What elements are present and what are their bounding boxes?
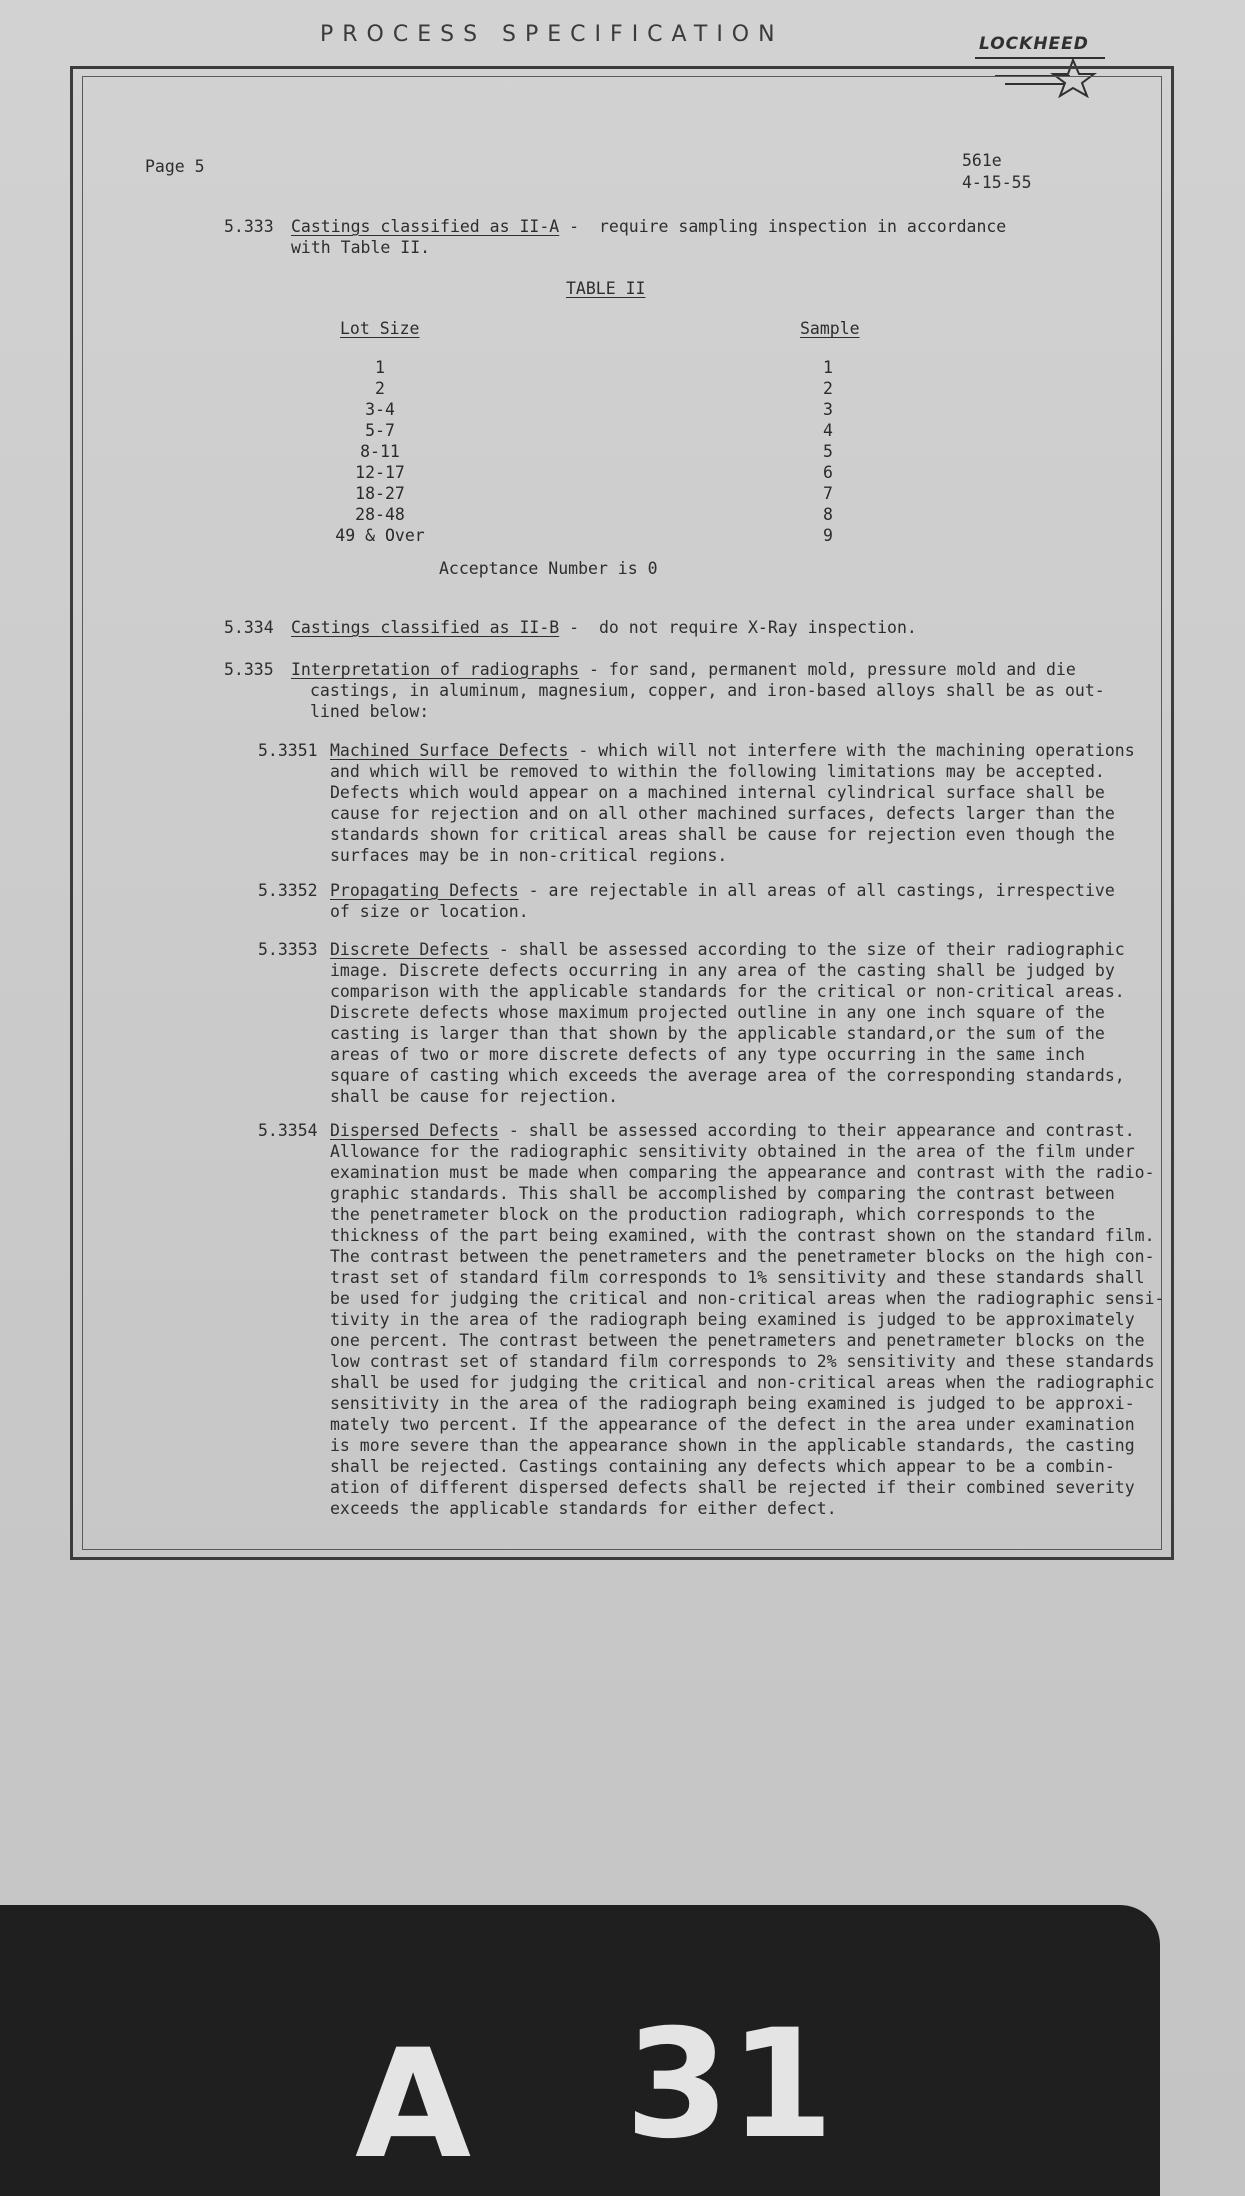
section-text: - do not require X-Ray inspection.: [559, 618, 917, 637]
section-text: - require sampling inspection in accordance: [559, 217, 1007, 236]
doc-number: 561e: [962, 151, 1002, 170]
table-cell: 6: [823, 463, 833, 482]
section-text-line: surfaces may be in non-critical regions.: [330, 846, 728, 865]
section-text-line: and which will be removed to within the following limitations may be accepted.: [330, 762, 1105, 781]
page-number: Page 5: [145, 157, 205, 176]
acceptance-number: Acceptance Number is 0: [439, 559, 658, 578]
section-text-line: areas of two or more discrete defects of any type occurring in the same inch: [330, 1045, 1085, 1064]
section-number-53352: 5.3352: [258, 881, 318, 900]
section-text-line: thickness of the part being examined, with the contrast shown on the standard film.: [330, 1226, 1155, 1245]
section-text: - which will not interfere with the machining operations: [568, 741, 1135, 760]
section-heading: Discrete Defects: [330, 940, 489, 959]
section-text-line: exceeds the applicable standards for either defect.: [330, 1499, 837, 1518]
section-heading: Castings classified as II-B: [291, 618, 560, 637]
table-cell: 1: [375, 358, 385, 377]
section-heading: Dispersed Defects: [330, 1121, 499, 1140]
table-lot-size-column: [325, 357, 435, 546]
section-number-53351: 5.3351: [258, 741, 318, 760]
section-53352: [330, 880, 1115, 901]
section-text-line: low contrast set of standard film corresponds to 2% sensitivity and these standards: [330, 1352, 1155, 1371]
table-cell: 8: [823, 505, 833, 524]
section-text-line: Defects which would appear on a machined internal cylindrical surface shall be: [330, 783, 1105, 802]
table-sample-column: [808, 357, 848, 546]
section-number-53353: 5.3353: [258, 940, 318, 959]
section-text-line: shall be used for judging the critical and non-critical areas when the radiographic: [330, 1373, 1155, 1392]
section-text-line: image. Discrete defects occurring in any area of the casting shall be judged by: [330, 961, 1115, 980]
doc-date: 4-15-55: [962, 173, 1032, 192]
section-text: - for sand, permanent mold, pressure mold and die: [579, 660, 1076, 679]
table-cell: 4: [823, 421, 833, 440]
table-cell: 7: [823, 484, 833, 503]
section-53354: [330, 1120, 1135, 1141]
section-text-line: be used for judging the critical and non-critical areas when the radiographic sensi-: [330, 1289, 1165, 1308]
section-number-5335: 5.335: [224, 660, 274, 679]
section-text-line: sensitivity in the area of the radiograph being examined is judged to be approxi-: [330, 1394, 1135, 1413]
table-cell: 9: [823, 526, 833, 545]
table-cell: 1: [823, 358, 833, 377]
section-text-line: graphic standards. This shall be accomplished by comparing the contrast between: [330, 1184, 1115, 1203]
section-text: - shall be assessed according to their appearance and contrast.: [498, 1121, 1135, 1140]
section-text-line: of size or location.: [330, 902, 529, 921]
section-text: - shall be assessed according to the size of their radiographic: [488, 940, 1125, 959]
section-number-5333: 5.333: [224, 217, 274, 236]
section-number-53354: 5.3354: [258, 1121, 318, 1140]
section-5335-line3: lined below:: [310, 702, 430, 721]
section-5334: [291, 617, 917, 638]
film-label-band: [0, 1905, 1160, 2196]
section-text-line: Discrete defects whose maximum projected outline in any one inch square of the: [330, 1003, 1105, 1022]
film-label-number: 31: [625, 1998, 834, 2172]
section-5333-line2: with Table II.: [291, 238, 431, 257]
table-cell: 5: [823, 442, 833, 461]
section-5335: [291, 659, 1076, 680]
table-cell: 3: [823, 400, 833, 419]
logo-text: LOCKHEED: [979, 34, 1089, 54]
section-text: - are rejectable in all areas of all castings, irrespective: [518, 881, 1115, 900]
table-cell: 28-48: [355, 505, 405, 524]
table-cell: 3-4: [365, 400, 395, 419]
header-title: PROCESS SPECIFICATION: [320, 22, 784, 47]
section-text-line: the penetrameter block on the production radiograph, which corresponds to the: [330, 1205, 1095, 1224]
table-cell: 2: [375, 379, 385, 398]
section-text-line: square of casting which exceeds the average area of the corresponding standards,: [330, 1066, 1125, 1085]
table-cell: 2: [823, 379, 833, 398]
section-53351: [330, 740, 1135, 761]
section-heading: Interpretation of radiographs: [291, 660, 580, 679]
section-5333: [291, 216, 1006, 237]
table-cell: 49 & Over: [335, 526, 425, 545]
table-header-sample: Sample: [800, 319, 860, 338]
section-text-line: casting is larger than that shown by the applicable standard,or the sum of the: [330, 1024, 1105, 1043]
section-text-line: comparison with the applicable standards for the critical or non-critical areas.: [330, 982, 1125, 1001]
section-text-line: standards shown for critical areas shall be cause for rejection even though the: [330, 825, 1115, 844]
section-text-line: The contrast between the penetrameters and the penetrameter blocks on the high con-: [330, 1247, 1155, 1266]
table-cell: 5-7: [365, 421, 395, 440]
film-label-letter: A: [355, 2018, 472, 2192]
section-text-line: Allowance for the radiographic sensitivity obtained in the area of the film under: [330, 1142, 1135, 1161]
table-title: TABLE II: [566, 279, 646, 298]
section-number-5334: 5.334: [224, 618, 274, 637]
section-text-line: mately two percent. If the appearance of the defect in the area under examination: [330, 1415, 1135, 1434]
table-cell: 12-17: [355, 463, 405, 482]
section-5335-line2: castings, in aluminum, magnesium, copper, and iron-based alloys shall be as out-: [310, 681, 1105, 700]
section-heading: Castings classified as II-A: [291, 217, 560, 236]
section-text-line: one percent. The contrast between the penetrameters and penetrameter blocks on the: [330, 1331, 1145, 1350]
section-text-line: is more severe than the appearance shown in the applicable standards, the casting: [330, 1436, 1135, 1455]
section-text-line: shall be cause for rejection.: [330, 1087, 619, 1106]
section-text-line: cause for rejection and on all other machined surfaces, defects larger than the: [330, 804, 1115, 823]
table-cell: 8-11: [360, 442, 400, 461]
section-text-line: shall be rejected. Castings containing any defects which appear to be a combin-: [330, 1457, 1115, 1476]
table-cell: 18-27: [355, 484, 405, 503]
section-heading: Propagating Defects: [330, 881, 519, 900]
table-header-lot-size: Lot Size: [340, 319, 420, 338]
section-53353: [330, 939, 1125, 960]
section-heading: Machined Surface Defects: [330, 741, 569, 760]
section-text-line: trast set of standard film corresponds to 1% sensitivity and these standards shall: [330, 1268, 1145, 1287]
section-text-line: tivity in the area of the radiograph being examined is judged to be approximately: [330, 1310, 1135, 1329]
section-text-line: examination must be made when comparing the appearance and contrast with the radio-: [330, 1163, 1155, 1182]
section-text-line: ation of different dispersed defects shall be rejected if their combined severity: [330, 1478, 1135, 1497]
